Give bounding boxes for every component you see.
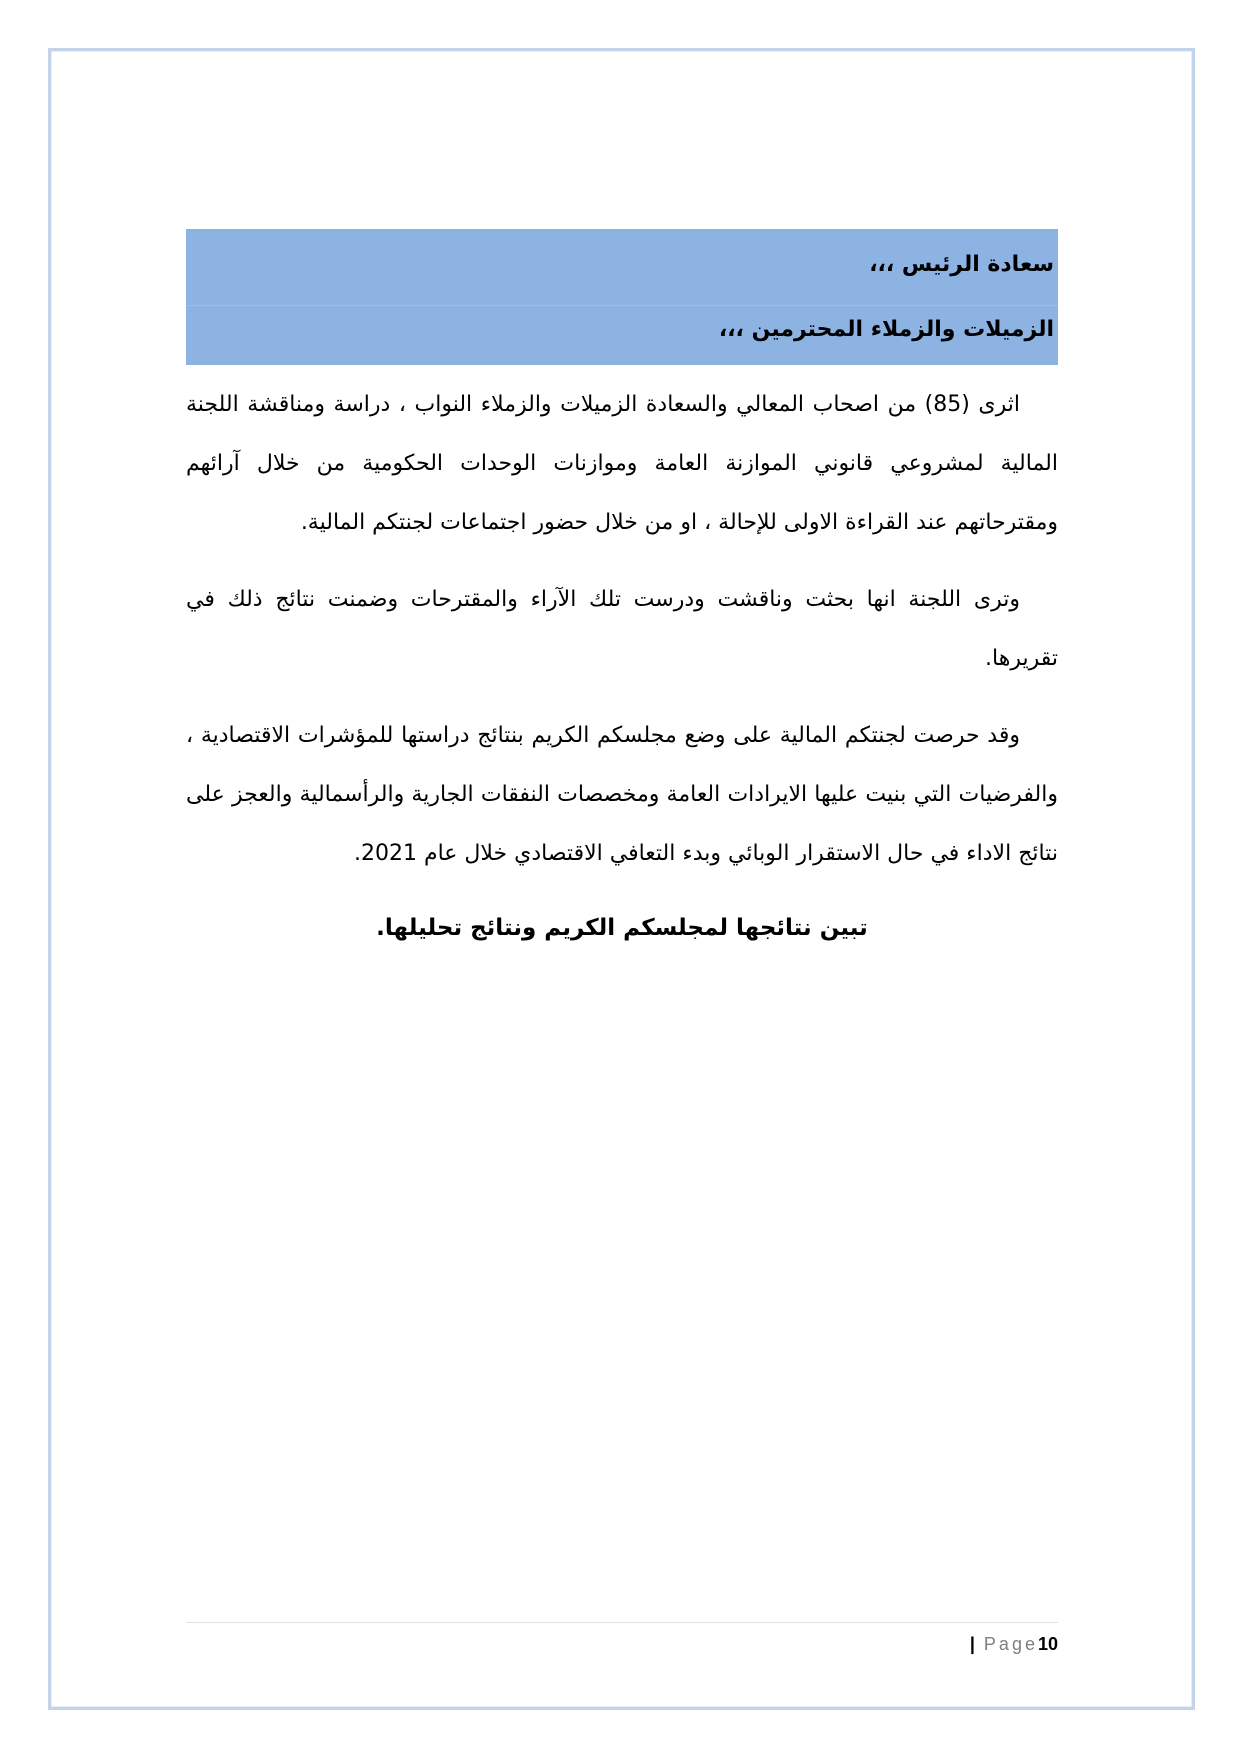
page-footer — [886, 1634, 1058, 1655]
salutation-colleagues: الزميلات والزملاء المحترمين ،،، — [186, 305, 1058, 365]
paragraph-3-text: وقد حرصت لجنتكم المالية على وضع مجلسكم الكريم بنتائج دراستها للمؤشرات الاقتصادية ، والفرضيات التي بنيت عليها الايرادات العامة ومخصصات النفقات الجارية والرأسمالية والعجز على نتائج الاداء في حال الاستقرار الوبائي وبدء التعافي الاقتصادي خلال عام 2021. — [186, 723, 1058, 866]
paragraph-1-text: اثرى (85) من اصحاب المعالي والسعادة الزميلات والزملاء النواب ، دراسة ومناقشة اللجنة المالية لمشروعي قانوني الموازنة العامة وموازنات الوحدات الحكومية من خلال آرائهم ومقترحاتهم عند القراءة الاولى للإحالة ، او من خلال حضور اجتماعات لجنتكم المالية. — [186, 392, 1058, 535]
footer-separator: | — [969, 1634, 978, 1654]
salutation-president: سعادة الرئيس ،،، — [186, 229, 1058, 305]
paragraph-2 — [186, 570, 1058, 688]
paragraph-2-text: وترى اللجنة انها بحثت وناقشت ودرست تلك الآراء والمقترحات وضمنت نتائج ذلك في تقريرها. — [186, 587, 1058, 671]
conclusion-line: تبين نتائجها لمجلسكم الكريم ونتائج تحليلها. — [376, 915, 868, 941]
document-body — [186, 229, 1058, 953]
footer-divider — [186, 1622, 1058, 1623]
page-label: Page — [983, 1634, 1038, 1654]
paragraph-3 — [186, 706, 1058, 883]
paragraph-1 — [186, 375, 1058, 552]
page-number: 10 — [1037, 1634, 1058, 1654]
